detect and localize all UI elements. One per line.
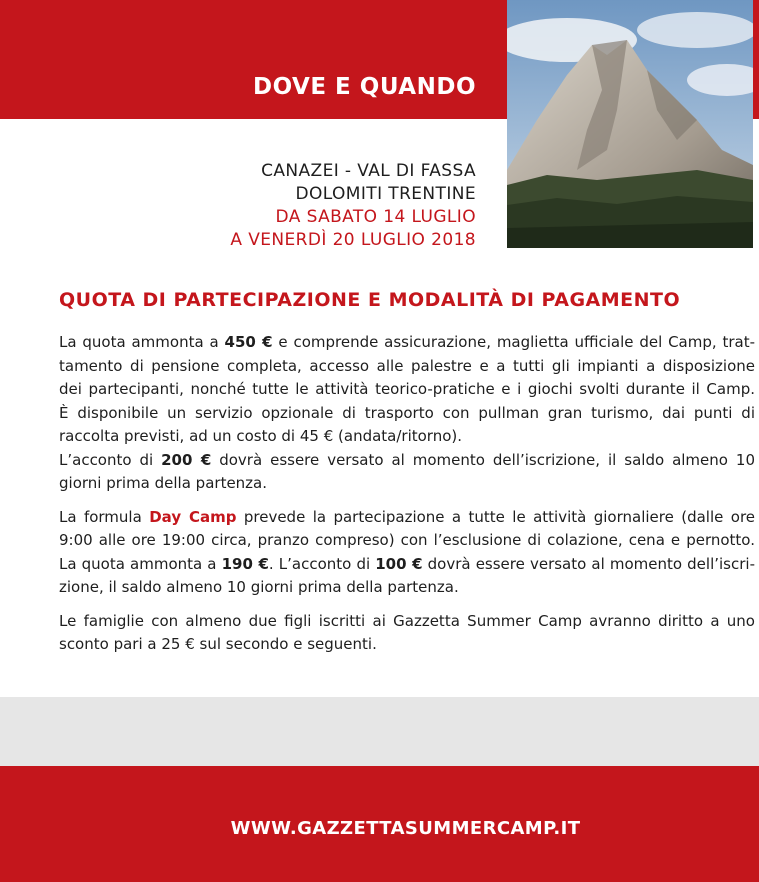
deposit-amount: 200 € <box>161 450 212 469</box>
text-span: La quota ammonta a <box>59 333 225 351</box>
day-camp-fee: 190 € <box>221 554 269 573</box>
text-line: giorni prima della partenza. <box>59 474 268 492</box>
event-location-dates <box>230 160 476 252</box>
section-heading-fees: QUOTA DI PARTECIPAZIONE E MODALITÀ DI PAGAMENTO <box>59 289 681 311</box>
text-span: La formula <box>59 507 150 526</box>
paragraph-fee <box>59 331 755 496</box>
text-line: 9:00 alle ore 19:00 circa, pranzo compreso) con l’esclusione di colazione, cena e pernotto. <box>59 531 755 549</box>
text-span: La quota ammonta a <box>59 554 222 573</box>
text-span: L’acconto di <box>59 450 162 469</box>
fee-amount: 450 € <box>224 333 273 351</box>
text-span: e comprende assicurazione, maglietta ufficiale del Camp, trat- <box>272 333 756 351</box>
fees-body-text <box>59 331 755 667</box>
paragraph-day-camp <box>59 506 755 600</box>
text-span: dovrà essere versato al momento dell’iscri- <box>422 554 755 573</box>
location-place: CANAZEI - VAL DI FASSA <box>261 161 476 181</box>
location-region: DOLOMITI TRENTINE <box>295 184 476 204</box>
paragraph-family-discount <box>59 610 755 657</box>
text-line: sconto pari a 25 € sul secondo e seguenti. <box>59 635 377 653</box>
date-start: DA SABATO 14 LUGLIO <box>275 207 476 227</box>
day-camp-deposit: 100 € <box>375 554 423 573</box>
text-line: Le famiglie con almeno due figli iscritti ai Gazzetta Summer Camp avranno diritto a uno <box>59 611 755 630</box>
text-line: zione, il saldo almeno 10 giorni prima della partenza. <box>59 578 459 596</box>
date-end: A VENERDÌ 20 LUGLIO 2018 <box>230 230 476 250</box>
text-line <box>59 331 755 355</box>
text-line <box>59 506 755 530</box>
grey-divider-band <box>0 697 759 766</box>
mountain-landscape-photo <box>507 0 753 248</box>
text-line: tamento di pensione completa, accesso alle palestre e a tutti gli impianti a disposizione <box>59 356 755 375</box>
text-span: prevede la partecipazione a tutte le attività giornaliere (dalle ore <box>236 507 756 526</box>
text-line <box>59 553 755 577</box>
text-line: raccolta previsti, ad un costo di 45 € (andata/ritorno). <box>59 427 463 445</box>
text-line: È disponibile un servizio opzionale di trasporto con pullman gran turismo, dai punti di <box>59 403 755 422</box>
day-camp-label: Day Camp <box>149 507 237 526</box>
text-line: dei partecipanti, nonché tutte le attività teorico-pratiche e i giochi svolti durante il Camp. <box>59 380 755 398</box>
text-span: . L’acconto di <box>268 554 376 573</box>
section-heading-where-when: DOVE E QUANDO <box>253 74 476 100</box>
website-url[interactable]: WWW.GAZZETTASUMMERCAMP.IT <box>230 818 581 839</box>
text-line <box>59 449 755 473</box>
text-span: dovrà essere versato al momento dell’iscrizione, il saldo almeno 10 <box>211 450 755 469</box>
